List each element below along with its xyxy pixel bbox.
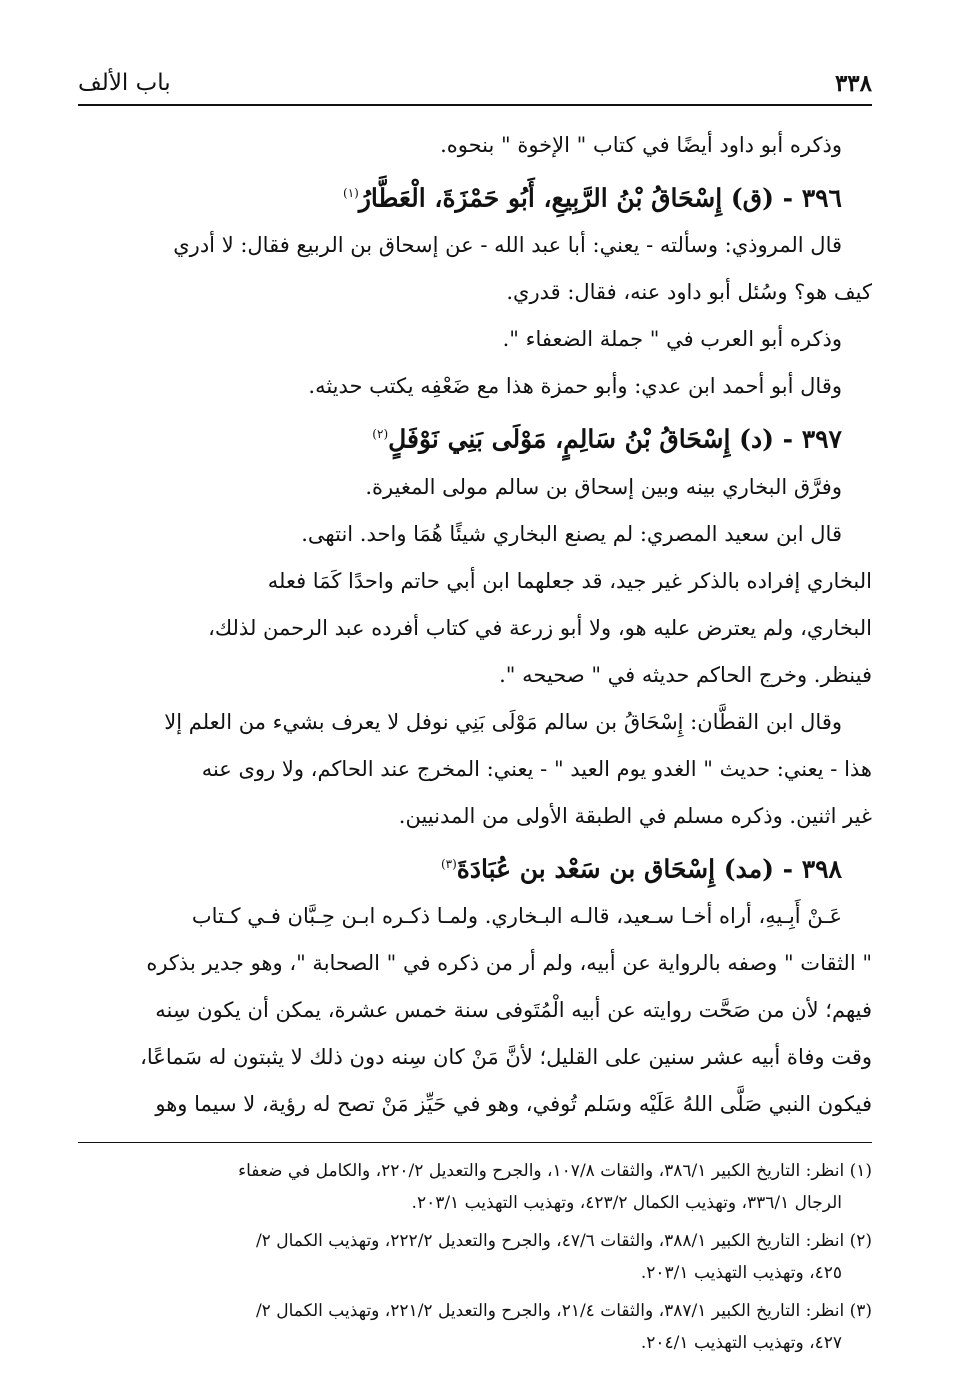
footnotes — [78, 1142, 872, 1359]
entry-heading-397 — [78, 410, 872, 463]
text-line: عَـنْ أَبِـيهِ، أراه أخـا سـعيد، قالـه البـخاري. ولمـا ذكـره ابـن حِـبَّان فـي كـتاب — [191, 903, 842, 928]
entry-heading-398 — [78, 840, 872, 893]
text-line: فيكون النبي صَلَّى اللهُ عَلَيْه وسَلم تُوفي، وهو في حَيِّز مَنْ تصح له رؤية، لا سيما وهو — [155, 1091, 872, 1116]
text-line: غير اثنين. وذكره مسلم في الطبقة الأولى من المدنيين. — [398, 803, 872, 828]
book-page — [78, 58, 872, 1365]
text-line: البخاري، ولم يعترض عليه هو، ولا أبو زرعة في كتاب أفرده عبد الرحمن لذلك، — [208, 615, 872, 640]
running-header — [78, 58, 872, 106]
text-line: وقت وفاة أبيه عشر سنين على القليل؛ لأنَّ مَنْ كان سِنه دون ذلك لا يثبتون له سَماعًا، — [140, 1044, 872, 1069]
text-line: فيهم؛ لأن من صَحَّت روايته عن أبيه الْمُتَوفى سنة خمس عشرة، يمكن أن يكون سِنه — [155, 997, 872, 1022]
footnote-line: ٤٢٧، وتهذيب التهذيب ٢٠٤/١. — [640, 1332, 842, 1353]
footnote-1 — [78, 1155, 872, 1219]
entry-title: ٣٩٦ - (ق) إِسْحَاقُ بْنُ الرَّبِيعِ، أَبُو حَمْزَةَ، الْعَطَّارُ — [358, 183, 842, 213]
entry-heading-396 — [78, 169, 872, 222]
entry-title: ٣٩٧ - (د) إِسْحَاقُ بْنُ سَالِمٍ، مَوْلَى بَنِي نَوْفَلٍ — [388, 424, 842, 454]
text-line: " الثقات " وصفه بالرواية عن أبيه، ولم أر من ذكره في " الصحابة "، وهو جدير بذكره — [146, 950, 872, 975]
running-title: باب الألف — [78, 70, 171, 96]
text-line: وذكره أبو العرب في " جملة الضعفاء ". — [502, 327, 842, 352]
text-line: كيف هو؟ وسُئل أبو داود عنه، فقال: قدري. — [506, 280, 872, 305]
text-line: قال ابن سعيد المصري: لم يصنع البخاري شيئًا هُمَا واحد. انتهى. — [301, 521, 842, 546]
footnote-line: الرجال ٣٣٦/١، وتهذيب الكمال ٤٢٣/٢، وتهذيب التهذيب ٢٠٣/١. — [411, 1192, 842, 1213]
footnote-2 — [78, 1225, 872, 1289]
footnote-line: (١) انظر: التاريخ الكبير ٣٨٦/١، والثقات ١٠٧/٨، والجرح والتعديل ٢٢٠/٢، والكامل في ضعفاء — [238, 1160, 872, 1181]
footnote-ref[interactable]: (٢) — [372, 427, 389, 442]
footnote-line: (٣) انظر: التاريخ الكبير ٣٨٧/١، والثقات ٢١/٤، والجرح والتعديل ٢٢١/٢، وتهذيب الكمال ٢/ — [255, 1300, 872, 1321]
entry-title: ٣٩٨ - (مد) إِسْحَاق بن سَعْد بن عُبَادَةَ — [456, 853, 842, 883]
text-line: وقال ابن القطَّان: إِسْحَاقُ بن سالم مَوْلَى بَنِي نوفل لا يعرف بشيء من العلم إلا — [164, 709, 842, 734]
text-line: وذكره أبو داود أيضًا في كتاب " الإخوة " بنحوه. — [440, 133, 842, 157]
main-text — [78, 122, 872, 1128]
footnote-ref[interactable]: (١) — [343, 186, 359, 200]
text-line: فينظر. وخرج الحاكم حديثه في " صحيحه ". — [499, 662, 872, 687]
text-line: هذا - يعني: حديث " الغدو يوم العيد " - يعني: المخرج عند الحاكم، ولا روى عنه — [201, 756, 872, 781]
footnote-line: ٤٢٥، وتهذيب التهذيب ٢٠٣/١. — [640, 1262, 842, 1283]
text-line: وفرَّق البخاري بينه وبين إسحاق بن سالم مولى المغيرة. — [365, 474, 842, 499]
footnote-3 — [78, 1295, 872, 1359]
footnote-ref[interactable]: (٣) — [440, 856, 457, 871]
footnote-line: (٢) انظر: التاريخ الكبير ٣٨٨/١، والثقات ٤٧/٦، والجرح والتعديل ٢٢٢/٢، وتهذيب الكمال ٢/ — [255, 1230, 872, 1251]
page-number: ٣٣٨ — [834, 70, 872, 97]
text-line: قال المروذي: وسألته - يعني: أبا عبد الله - عن إسحاق بن الربيع فقال: لا أدري — [173, 233, 842, 258]
text-line: البخاري إفراده بالذكر غير جيد، قد جعلهما ابن أبي حاتم واحدًا كَمَا فعله — [267, 568, 872, 593]
text-line: وقال أبو أحمد ابن عدي: وأبو حمزة هذا مع ضَعْفِه يكتب حديثه. — [308, 374, 842, 399]
